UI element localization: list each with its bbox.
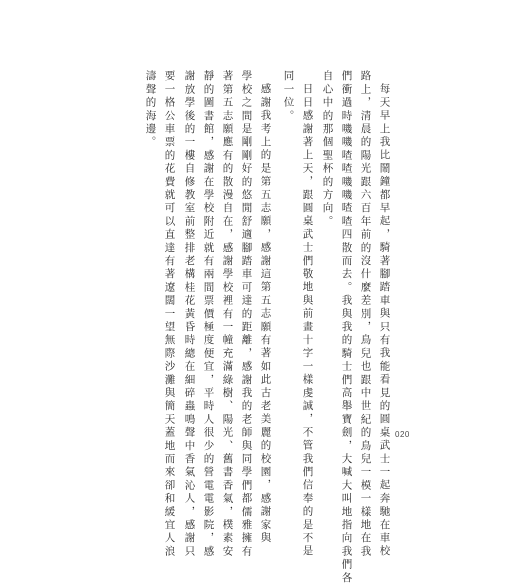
text-column-13: 濤聲的海邊。	[144, 70, 157, 150]
text-column-1: 每天早上我比鬧鐘都早起，騎著腳踏車與只有我能看見的圓桌武士一起奔馳在車校	[378, 83, 391, 559]
text-column-5: 日日感謝著上天，跟圓桌武士們敬地與前畫十字一樣虔誠，不管我們信奉的是不是	[301, 83, 314, 559]
text-column-9: 著第五志願應有的散漫自在，感謝學校裡有一幢充滿綠樹、陽光、舊書香氣，樸素安	[221, 70, 234, 559]
text-column-6: 同一位。	[282, 70, 295, 123]
text-column-4: 自心中的那個聖杯的方向。	[321, 70, 334, 229]
text-column-8: 學校之間是剛剛好的悠閒舒適腳踏車可達的距離，感謝我的老師與同學們都儒雅擁有	[240, 70, 253, 559]
text-column-3: 們衝過時嘰嘰喳喳嘰嘰喳喳四散而去。我與我的騎士們高舉寶劍，大喊大叫地指向我們各	[340, 70, 353, 585]
text-column-2: 路上，清晨的陽光跟六百年前的沒什麼差別，鳥兒也跟中世紀的鳥兒一模一樣地在我	[359, 70, 372, 559]
text-column-7: 感謝我考上的是第五志願，感謝這第五志願有著如此古老美麗的校園，感謝家與	[259, 83, 272, 545]
text-column-11: 謝放學後的一樓自修教室前整排老構桂花黃昏時總在細碎蟲鳴聲中香氣沁人，感謝只	[183, 70, 196, 559]
page-number: 020	[395, 430, 410, 439]
text-column-10: 靜的圖書館，感謝在學校附近就有兩間票價極度便宜，平時人很少的營電電影院，感	[202, 70, 215, 559]
text-column-12: 要一格公車票的花費就可以直達有著遼闊一望無際沙灘與簡天蓋地而來卻和緩宜人浪	[163, 70, 176, 559]
